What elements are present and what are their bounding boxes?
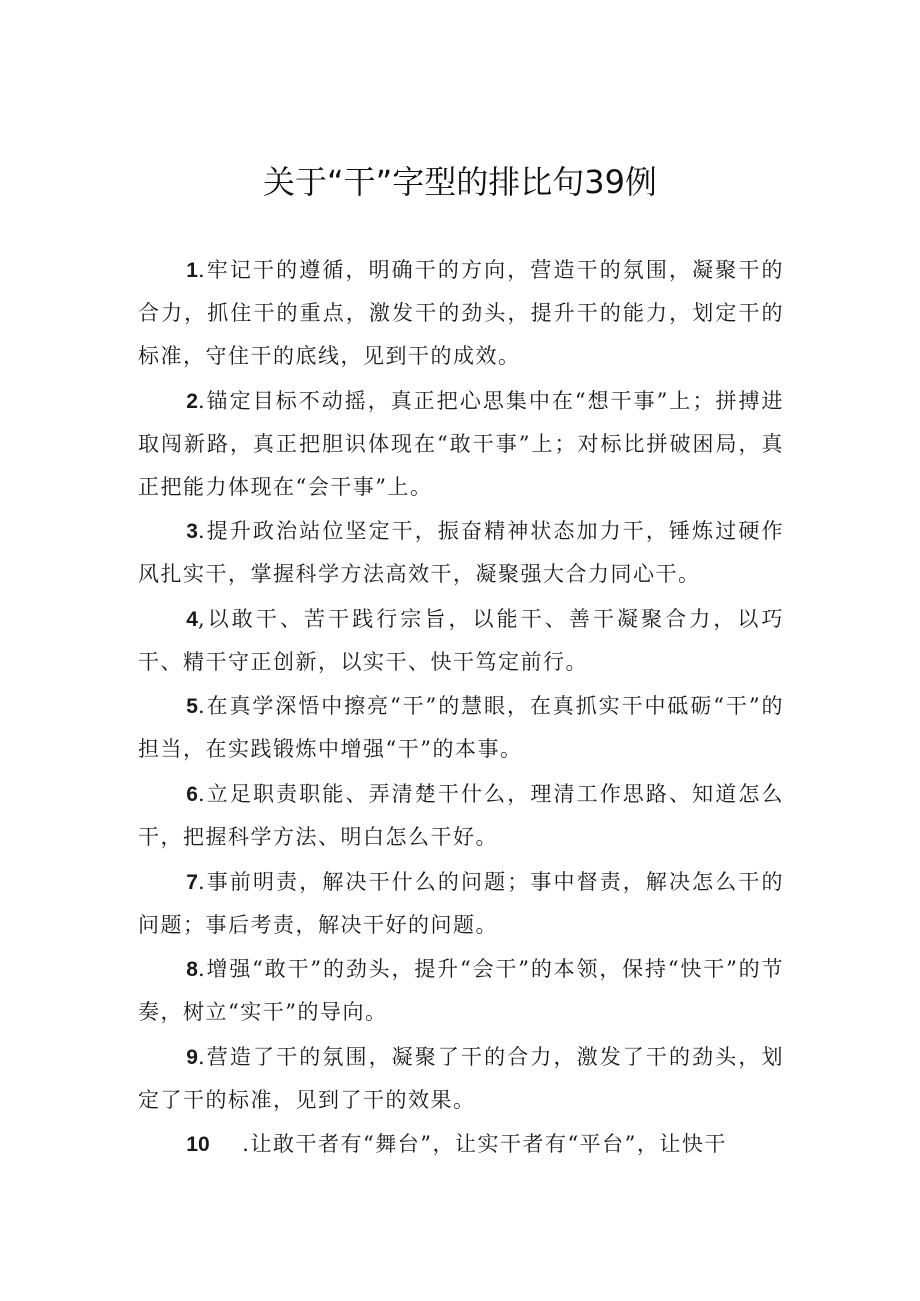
- paragraph-text: .让敢干者有“舞台”，让实干者有“平台”，让快干: [242, 1132, 727, 1157]
- paragraph-5: [138, 685, 784, 771]
- paragraph-text: .牢记干的遵循，明确干的方向，营造干的氛围，凝聚干的合力，抓住干的重点，激发干的劲头，提升干的能力，划定干的标准，守住干的底线，见到干的成效。: [138, 258, 784, 368]
- paragraph-7: [138, 861, 784, 947]
- paragraph-3: [138, 510, 784, 596]
- paragraph-number: 6: [186, 782, 198, 806]
- paragraph-number: 5: [186, 695, 198, 719]
- paragraph-text: .营造了干的氛围，凝聚了干的合力，激发了干的劲头，划定了干的标准，见到了干的效果。: [138, 1044, 784, 1112]
- paragraph-text: .立足职责职能、弄清楚干什么，理清工作思路、知道怎么干，把握科学方法、明白怎么干好。: [138, 781, 784, 849]
- paragraph-text: .事前明责，解决干什么的问题；事中督责，解决怎么干的问题；事后考责，解决干好的问题。: [138, 869, 784, 937]
- paragraph-number: 4: [186, 607, 198, 631]
- paragraph-text: ,以敢干、苦干践行宗旨，以能干、善干凝聚合力，以巧干、精干守正创新，以实干、快干笃定前行。: [138, 606, 784, 674]
- document-body: [138, 249, 784, 1166]
- paragraph-number: 8: [186, 958, 198, 982]
- paragraph-1: [138, 249, 784, 378]
- paragraph-text: .提升政治站位坚定干，振奋精神状态加力干，锤炼过硬作风扎实干，掌握科学方法高效干，凝聚强大合力同心干。: [138, 519, 784, 587]
- document-title: 关于“干”字型的排比句39例: [263, 163, 657, 201]
- paragraph-text: .在真学深悟中擦亮“干”的慧眼，在真抓实干中砥砺“干”的担当，在实践锻炼中增强“干”的本事。: [138, 694, 784, 762]
- paragraph-number: 10: [186, 1133, 210, 1157]
- paragraph-number: 7: [186, 870, 198, 894]
- paragraph-number: 3: [186, 520, 198, 544]
- paragraph-number: 1: [186, 259, 198, 282]
- paragraph-text: .增强“敢干”的劲头，提升“会干”的本领，保持“快干”的节奏，树立“实干”的导向。: [138, 957, 784, 1025]
- paragraph-9: [138, 1036, 784, 1122]
- paragraph-4: [138, 598, 784, 684]
- paragraph-number: 9: [186, 1045, 198, 1069]
- paragraph-text: .锚定目标不动摇，真正把心思集中在“想干事”上；拼搏进取闯新路，真正把胆识体现在“敢干事”上；对标比拼破困局，真正把能力体现在“会干事”上。: [138, 388, 784, 499]
- paragraph-number: 2: [186, 389, 198, 413]
- paragraph-2: [138, 380, 784, 509]
- paragraph-6: [138, 773, 784, 859]
- paragraph-10: [138, 1123, 784, 1166]
- paragraph-8: [138, 948, 784, 1034]
